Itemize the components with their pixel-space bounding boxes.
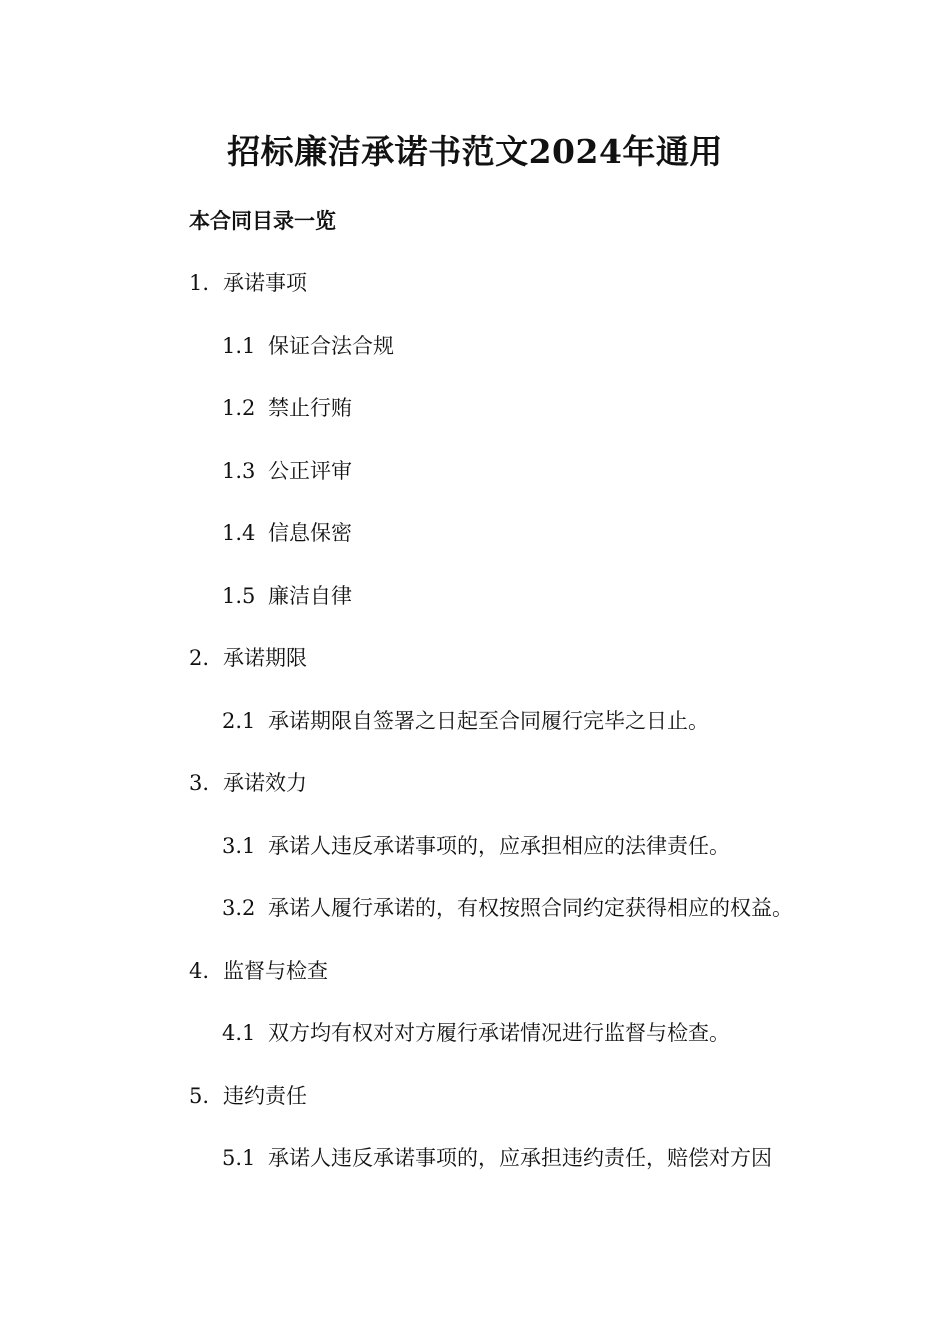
item-text: 公正评审 [268, 459, 352, 483]
item-text: 信息保密 [268, 521, 352, 545]
section-number: 5. [189, 1084, 210, 1108]
toc-item [222, 581, 352, 611]
item-text: 保证合法合规 [268, 334, 394, 358]
toc-heading: 本合同目录一览 [189, 208, 336, 233]
toc-section [189, 268, 307, 298]
item-number: 3.2 [222, 896, 256, 920]
document-title: 招标廉洁承诺书范文2024年通用 [227, 132, 723, 171]
item-text: 承诺人违反承诺事项的，应承担违约责任，赔偿对方因 [268, 1146, 772, 1170]
section-number: 2. [189, 646, 210, 670]
toc-item [222, 518, 352, 548]
item-text: 双方均有权对对方履行承诺情况进行监督与检查。 [268, 1021, 730, 1045]
item-text: 承诺人违反承诺事项的，应承担相应的法律责任。 [268, 834, 730, 858]
toc-section [189, 768, 307, 798]
item-number: 1.2 [222, 396, 256, 420]
section-title: 违约责任 [223, 1084, 307, 1108]
toc-section [189, 1081, 307, 1111]
section-number: 1. [189, 271, 210, 295]
item-number: 1.3 [222, 459, 256, 483]
toc-item [222, 456, 352, 486]
item-number: 2.1 [222, 709, 256, 733]
item-number: 4.1 [222, 1021, 256, 1045]
section-number: 3. [189, 771, 210, 795]
item-text: 廉洁自律 [268, 584, 352, 608]
item-text: 禁止行贿 [268, 396, 352, 420]
toc-section [189, 956, 328, 986]
toc-item [222, 393, 352, 423]
toc-item [222, 331, 394, 361]
section-title: 承诺事项 [223, 271, 307, 295]
toc-item [222, 893, 793, 923]
item-text: 承诺期限自签署之日起至合同履行完毕之日止。 [268, 709, 709, 733]
item-text: 承诺人履行承诺的，有权按照合同约定获得相应的权益。 [268, 896, 793, 920]
item-number: 1.1 [222, 334, 256, 358]
item-number: 5.1 [222, 1146, 256, 1170]
item-number: 3.1 [222, 834, 256, 858]
toc-item [222, 1143, 772, 1173]
toc-item [222, 1018, 730, 1048]
toc-item [222, 706, 709, 736]
toc-section [189, 643, 307, 673]
section-title: 监督与检查 [223, 959, 328, 983]
section-title: 承诺效力 [223, 771, 307, 795]
toc-item [222, 831, 730, 861]
item-number: 1.4 [222, 521, 256, 545]
section-number: 4. [189, 959, 210, 983]
section-title: 承诺期限 [223, 646, 307, 670]
item-number: 1.5 [222, 584, 256, 608]
